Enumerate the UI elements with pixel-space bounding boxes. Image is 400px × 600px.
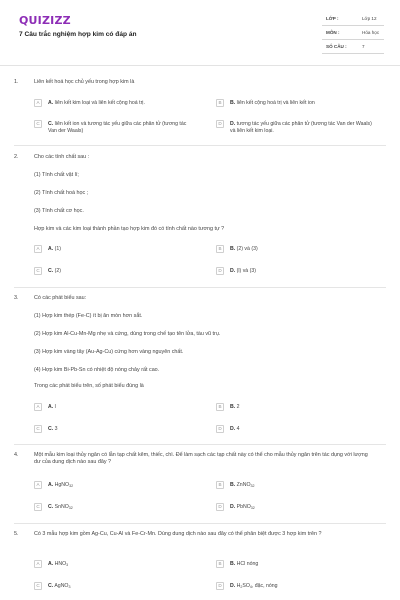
question-number: 5. — [14, 531, 19, 537]
question-divider — [14, 523, 386, 524]
option-label: C. — [48, 583, 54, 589]
option-letter: C — [36, 268, 40, 274]
option-label: A. — [48, 561, 54, 567]
option-text: HCl nóng — [236, 561, 259, 567]
option-text: 4 — [236, 426, 240, 432]
option-letter: A — [36, 100, 40, 106]
meta-row-subject — [322, 26, 384, 40]
option-letter: C — [36, 426, 40, 432]
option-letter: A — [36, 482, 40, 488]
question-number: 4. — [14, 452, 19, 458]
option-text: l — [54, 404, 56, 410]
option-formula: AgNO$_3$ — [54, 583, 71, 589]
option-label: B. — [230, 482, 236, 488]
question-divider — [14, 444, 386, 445]
question-text: Cho các tính chất sau : — [34, 154, 90, 160]
option-letter: D — [218, 426, 222, 432]
question-text: Một mẫu kim loại thủy ngân có lẫn tạp chất kẽm, thiếc, chì. Để làm sạch các tạp chất này có thể cho mẫu thủy ngân trên tác dụng với lượng dư của dung dịch nào sau đây ? — [34, 452, 368, 466]
option-text: 3 — [54, 426, 58, 432]
option-label: D. — [230, 583, 236, 589]
question-statement: (2) Hợp kim Al-Cu-Mn-Mg nhẹ và cứng, dùng trong chế tạo tên lửa, tàu vũ trụ. — [34, 331, 221, 337]
option-label: B. — [230, 246, 236, 252]
option-letter: B — [218, 561, 222, 567]
option-letter: B — [218, 482, 222, 488]
option-text: (1) — [54, 246, 61, 252]
question-text: Liên kết hoá học chủ yếu trong hợp kim là — [34, 79, 135, 85]
question-number: 3. — [14, 295, 19, 301]
option-text: liên kết ion và tương tác yếu giữa các phân tử (tương tác Van der Waals) — [48, 121, 187, 134]
question-statement: (2) Tính chất hoá học ; — [34, 190, 89, 196]
option-label: A. — [48, 246, 54, 252]
question-number: 2. — [14, 154, 19, 160]
quizizz-logo: QUIZIZZ — [19, 14, 71, 27]
option-text: (2) và (3) — [236, 246, 258, 252]
option-letter: D — [218, 504, 222, 510]
option-label: A. — [48, 482, 54, 488]
question-prompt: Trong các phát biểu trên, số phát biểu đúng là — [34, 383, 144, 389]
option-text: liên kết cộng hoá trị và liên kết ion — [236, 100, 315, 106]
option-letter: A — [36, 561, 40, 567]
question-statement: (3) Hợp kim vàng tây (Au-Ag-Cu) cứng hơn vàng nguyên chất. — [34, 349, 184, 355]
option-label: C. — [48, 121, 54, 127]
option-text: liên kết kim loại và liên kết cộng hoá trị. — [54, 100, 145, 106]
meta-value: Hóa học — [362, 30, 380, 35]
question-statement: (3) Tính chất cơ học. — [34, 208, 84, 214]
question-number: 1. — [14, 79, 19, 85]
option-label: D. — [230, 504, 236, 510]
option-formula: $H_2SO_4$, đặc, nóng — [236, 583, 278, 589]
option-formula: SnNO$_{32}$ — [54, 504, 73, 510]
question-text: Có các phát biểu sau: — [34, 295, 87, 301]
option-formula: $HNO_3$ — [54, 561, 69, 567]
option-text: 2 — [236, 404, 240, 410]
meta-key: MÔN : — [326, 30, 340, 35]
meta-row-count — [322, 40, 384, 54]
question-statement: (1) Tính chất vật lí; — [34, 172, 79, 178]
option-label: D. — [230, 268, 236, 274]
option-letter: D — [218, 121, 222, 127]
option-formula: HgNO$_{32}$ — [54, 482, 74, 488]
option-letter: D — [218, 268, 222, 274]
option-letter: C — [36, 504, 40, 510]
question-statement: (4) Hợp kim Bi-Pb-Sn có nhiệt độ nóng chảy rất cao. — [34, 367, 160, 373]
worksheet-meta — [322, 12, 384, 54]
option-label: B. — [230, 100, 236, 106]
option-text: (l) và (3) — [236, 268, 256, 274]
header-divider — [0, 65, 400, 66]
page-title: 7 Câu trắc nghiệm hợp kim có đáp án — [19, 31, 137, 38]
option-letter: B — [218, 246, 222, 252]
option-label: D. — [230, 121, 236, 127]
meta-key: SỐ CÂU : — [326, 44, 347, 49]
meta-row-grade — [322, 12, 384, 26]
question-prompt: Hợp kim và các kim loại thành phần tạo hợp kim đó có tính chất nào tương tự ? — [34, 226, 225, 232]
option-letter: C — [36, 583, 40, 589]
option-letter: D — [218, 583, 222, 589]
option-label: B. — [230, 561, 236, 567]
option-formula: PbNO$_{32}$ — [236, 504, 255, 510]
option-label: C. — [48, 268, 54, 274]
question-statement: (1) Hợp kim thép (Fe-C) ít bị ăn mòn hơn sắt. — [34, 313, 143, 319]
option-letter: A — [36, 246, 40, 252]
option-letter: B — [218, 100, 222, 106]
option-formula: ZnNO$_{32}$ — [236, 482, 255, 488]
option-text: (2) — [54, 268, 61, 274]
option-label: A. — [48, 404, 54, 410]
option-label: D. — [230, 426, 236, 432]
option-label: B. — [230, 404, 236, 410]
option-text: tương tác yếu giữa các phân tử (tương tác Van der Waals) và liên kết kim loại. — [230, 121, 372, 134]
option-letter: B — [218, 404, 222, 410]
worksheet-header — [0, 0, 400, 66]
option-letter: A — [36, 404, 40, 410]
meta-key: LỚP : — [326, 16, 339, 21]
question-divider — [14, 145, 386, 146]
option-label: A. — [48, 100, 54, 106]
option-letter: C — [36, 121, 40, 127]
meta-value: 7 — [362, 44, 365, 49]
meta-value: Lớp 12 — [362, 16, 377, 21]
option-label: C. — [48, 504, 54, 510]
question-divider — [14, 287, 386, 288]
question-text: Có 3 mẫu hợp kim gồm Ag-Cu, Cu-Al và Fe-Cr-Mn. Dùng dung dịch nào sau đây có thể phân biệt được 3 hợp kim trên ? — [34, 531, 322, 537]
option-label: C. — [48, 426, 54, 432]
